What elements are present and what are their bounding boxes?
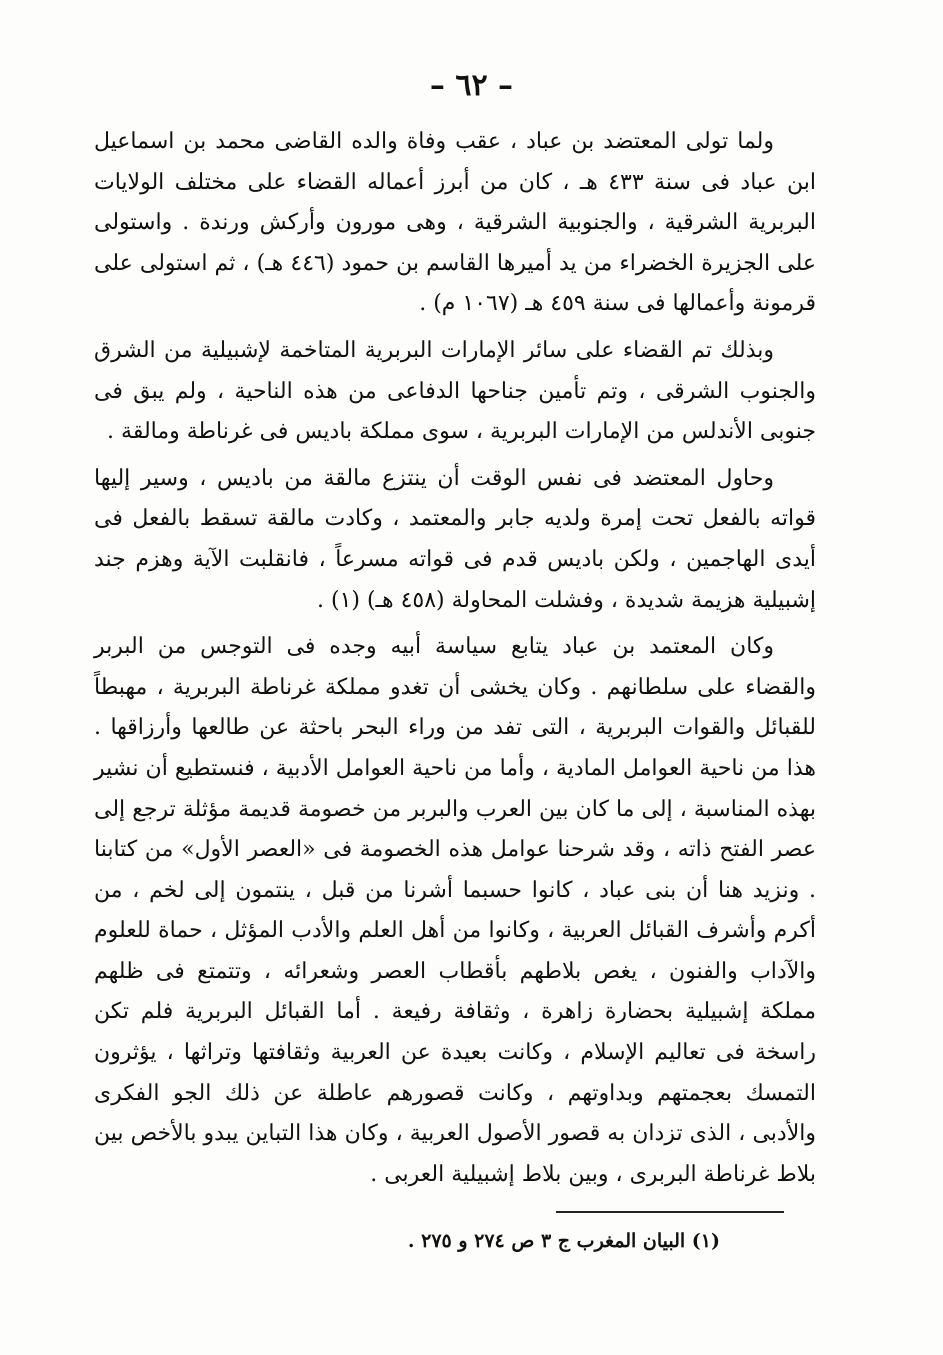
paragraph: وبذلك تم القضاء على سائر الإمارات البربرية المتاخمة لإشبيلية من الشرق والجنوب الشرقى ، وتم تأمين جناحها الدفاعى من هذه الناحية ، ولم يبق فى جنوبى الأندلس من الإمارات البربرية ، سوى مملكة باديس فى غرناطة ومالقة . <box>94 337 816 445</box>
paragraph: وكان المعتمد بن عباد يتابع سياسة أبيه وجده فى التوجس من البربر والقضاء على سلطانهم . وكان يخشى أن تغدو مملكة غرناطة البربرية ، مهبطاً للقبائل والقوات البربرية ، التى تفد من وراء البحر باحثة عن طالعها وأرزاقها . هذا من ناحية العوامل المادية ، وأما من ناحية العوامل الأدبية ، فنستطيع أن نشير بهذه المناسبة ، إلى ما كان بين العرب والبربر من خصومة قديمة مؤثلة ترجع إلى عصر الفتح ذاته ، وقد شرحنا عوامل هذه الخصومة فى «العصر الأول» من كتابنا . ونزيد هنا أن بنى عباد ، كانوا حسبما أشرنا من قبل ، ينتمون إلى لخم ، من أكرم وأشرف القبائل العربية ، وكانوا من أهل العلم والأدب المؤثل ، حماة للعلوم والآداب والفنون ، يغص بلاطهم بأقطاب العصر وشعرائه ، وتتمتع فى ظلهم مملكة إشبيلية بحضارة زاهرة ، وثقافة رفيعة . أما القبائل البربرية فلم تكن راسخة فى تعاليم الإسلام ، وكانت بعيدة عن العربية وثقافتها وتراثها ، يؤثرون التمسك بعجمتهم وبداوتهم ، وكانت قصورهم عاطلة عن ذلك الجو الفكرى والأدبى ، الذى تزدان به قصور الأصول العربية ، وكان هذا التباين يبدو بالأخص بين بلاط غرناطة البربرى ، وبين بلاط إشبيلية العربى . <box>94 634 816 1187</box>
paragraph: وحاول المعتضد فى نفس الوقت أن ينتزع مالقة من باديس ، وسير إليها قواته بالفعل تحت إمرة ولديه جابر والمعتمد ، وكادت مالقة تسقط بالفعل فى أيدى الهاجمين ، ولكن باديس قدم فى قواته مسرعاً ، فانقلبت الآية وهزم جند إشبيلية هزيمة شديدة ، وفشلت المحاولة (٤٥٨ هـ) (١) . <box>94 465 816 613</box>
page-number: – ٦٢ – <box>429 68 514 103</box>
body-text <box>94 122 816 1201</box>
footnote: (١) البيان المغرب ج ٣ ص ٢٧٤ و ٢٧٥ . <box>407 1230 720 1252</box>
footnote-divider <box>556 1211 784 1213</box>
paragraph: ولما تولى المعتضد بن عباد ، عقب وفاة والده القاضى محمد بن اسماعيل ابن عباد فى سنة ٤٣٣ هـ ، كان من أبرز أعماله القضاء على مختلف الولايات البربرية الشرقية ، والجنوبية الشرقية ، وهى مورون وأركش ورندة . واستولى على الجزيرة الخضراء من يد أميرها القاسم بن حمود (٤٤٦ هـ) ، ثم استولى على قرمونة وأعمالها فى سنة ٤٥٩ هـ (١٠٦٧ م) . <box>94 129 816 317</box>
